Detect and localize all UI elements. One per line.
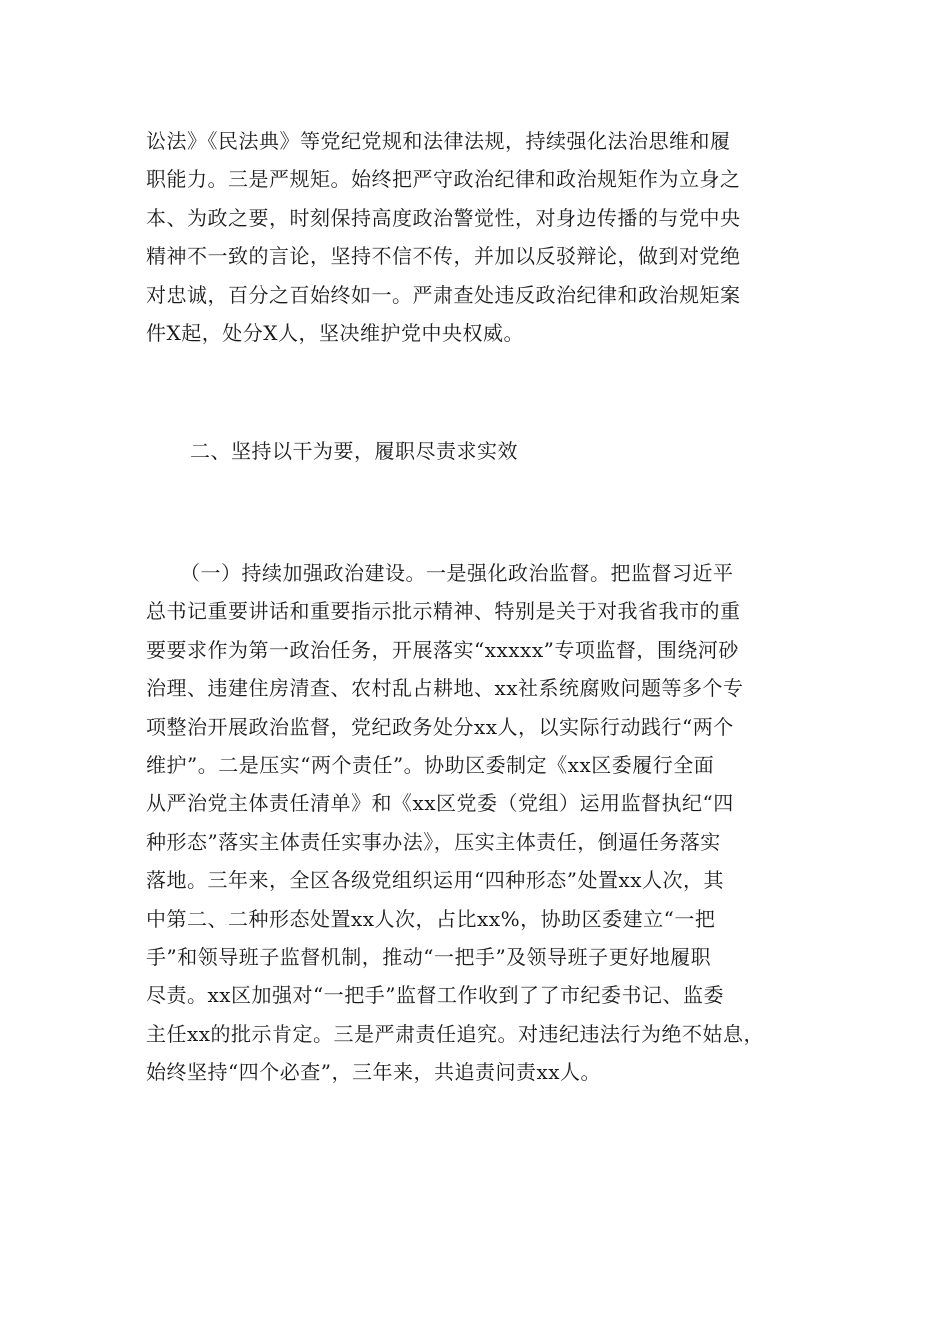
paragraph-line: 要要求作为第一政治任务，开展落实“xxxxx”专项监督，围绕河砂 — [146, 637, 739, 662]
paragraph-line: 总书记重要讲话和重要指示批示精神、特别是关于对我省我市的重 — [146, 599, 741, 624]
paragraph-line: 讼法》《民法典》等党纪党规和法律法规，持续强化法治思维和履 — [146, 129, 731, 153]
paragraph-line: 职能力。三是严规矩。始终把严守政治纪律和政治规矩作为立身之 — [146, 167, 741, 192]
paragraph-line: 中第二、二种形态处置xx人次，占比xx%，协助区委建立“一把 — [146, 906, 716, 931]
paragraph-line: 尽责。xx区加强对“一把手”监督工作收到了了市纪委书记、监委 — [146, 983, 725, 1008]
body-paragraph-1 — [146, 122, 826, 352]
body-paragraph-2 — [146, 554, 826, 1091]
paragraph-line: 治理、违建住房清查、农村乱占耕地、xx社系统腐败问题等多个专 — [146, 676, 744, 701]
paragraph-line: 维护”。二是压实“两个责任”。协助区委制定《xx区委履行全面 — [146, 752, 715, 777]
paragraph-line: 手”和领导班子监督机制，推动“一把手”及领导班子更好地履职 — [146, 944, 712, 969]
section-heading-text: 二、坚持以干为要，履职尽责求实效 — [190, 439, 518, 463]
paragraph-line: 对忠诚，百分之百始终如一。严肃查处违反政治纪律和政治规矩案 — [146, 282, 741, 307]
paragraph-line: 件X起，处分X人，坚决维护党中央权威。 — [146, 320, 524, 345]
paragraph-line: 落地。三年来，全区各级党组织运用“四种形态”处置xx人次，其 — [146, 868, 725, 893]
paragraph-line: 精神不一致的言论，坚持不信不传，并加以反驳辩论，做到对党绝 — [146, 244, 741, 269]
paragraph-line: 项整治开展政治监督，党纪政务处分xx人，以实际行动践行“两个 — [146, 714, 734, 739]
paragraph-line: 主任xx的批示肯定。三是严肃责任追究。对违纪违法行为绝不姑息， — [146, 1021, 765, 1046]
paragraph-line: 种形态”落实主体责任实事办法》，压实主体责任，倒逼任务落实 — [146, 829, 721, 854]
paragraph-line: 本、为政之要，时刻保持高度政治警觉性，对身边传播的与党中央 — [146, 205, 741, 230]
paragraph-line: 从严治党主体责任清单》和《xx区党委（党组）运用监督执纪“四 — [146, 791, 734, 816]
paragraph-line: （一）持续加强政治建设。一是强化政治监督。把监督习近平 — [180, 561, 734, 585]
section-heading — [146, 432, 826, 470]
paragraph-line: 始终坚持“四个必查”，三年来，共追责问责xx人。 — [146, 1060, 602, 1085]
